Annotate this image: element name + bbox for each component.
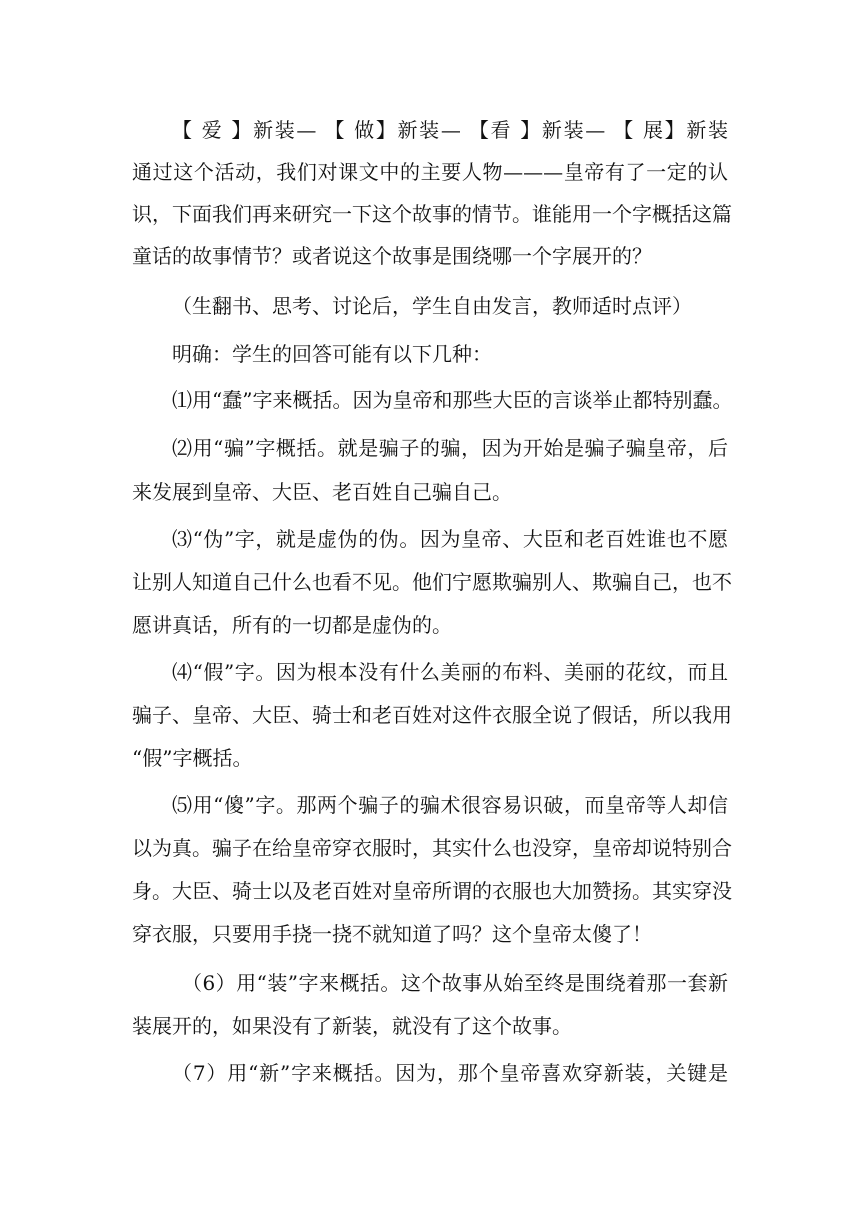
text-line: 让别人知道自己什么也看不见。他们宁愿欺骗别人、欺骗自己，也不	[132, 570, 732, 594]
text-line: （7）用“新”字来概括。因为，那个皇帝喜欢穿新装，关键是	[172, 1061, 728, 1085]
text-line: 识，下面我们再来研究一下这个故事的情节。谁能用一个字概括这篇	[132, 202, 732, 226]
text-line: 骗子、皇帝、大臣、骑士和老百姓对这件衣服全说了假话，所以我用	[132, 703, 732, 727]
text-line: 童话的故事情节？或者说这个故事是围绕哪一个字展开的？	[132, 244, 652, 268]
text-line: ⑷“假”字。因为根本没有什么美丽的布料、美丽的花纹，而且	[172, 660, 728, 684]
text-line: “假”字概括。	[132, 746, 253, 770]
text-line: 明确：学生的回答可能有以下几种：	[172, 342, 492, 366]
text-line: 【 爱 】新装— 【 做】新装— 【看 】新装— 【 展】新装	[172, 118, 728, 142]
text-line: 以为真。骗子在给皇帝穿衣服时，其实什么也没穿，皇帝却说特别合	[132, 836, 732, 860]
text-line: ⑸用“傻”字。那两个骗子的骗术很容易识破，而皇帝等人却信	[172, 793, 728, 817]
text-line: 愿讲真话，所有的一切都是虚伪的。	[132, 613, 452, 637]
text-line: ⑴用“蠢”字来概括。因为皇帝和那些大臣的言谈举止都特别蠢。	[172, 388, 733, 412]
text-line: 身。大臣、骑士以及老百姓对皇帝所谓的衣服也大加赞扬。其实穿没	[132, 879, 732, 903]
text-line: 通过这个活动，我们对课文中的主要人物———皇帝有了一定的认	[132, 160, 728, 184]
text-line: （生翻书、思考、讨论后，学生自由发言，教师适时点评）	[172, 294, 692, 318]
text-line: 来发展到皇帝、大臣、老百姓自己骗自己。	[132, 480, 512, 504]
text-line: 穿衣服，只要用手挠一挠不就知道了吗？这个皇帝太傻了！	[132, 922, 652, 946]
text-line: ⑶“伪”字，就是虚伪的伪。因为皇帝、大臣和老百姓谁也不愿	[172, 527, 728, 551]
text-line: ⑵用“骗”字概括。就是骗子的骗，因为开始是骗子骗皇帝，后	[172, 436, 728, 460]
text-line: （6）用“装”字来概括。这个故事从始至终是围绕着那一套新	[182, 971, 728, 995]
text-line: 装展开的，如果没有了新装，就没有了这个故事。	[132, 1014, 572, 1038]
